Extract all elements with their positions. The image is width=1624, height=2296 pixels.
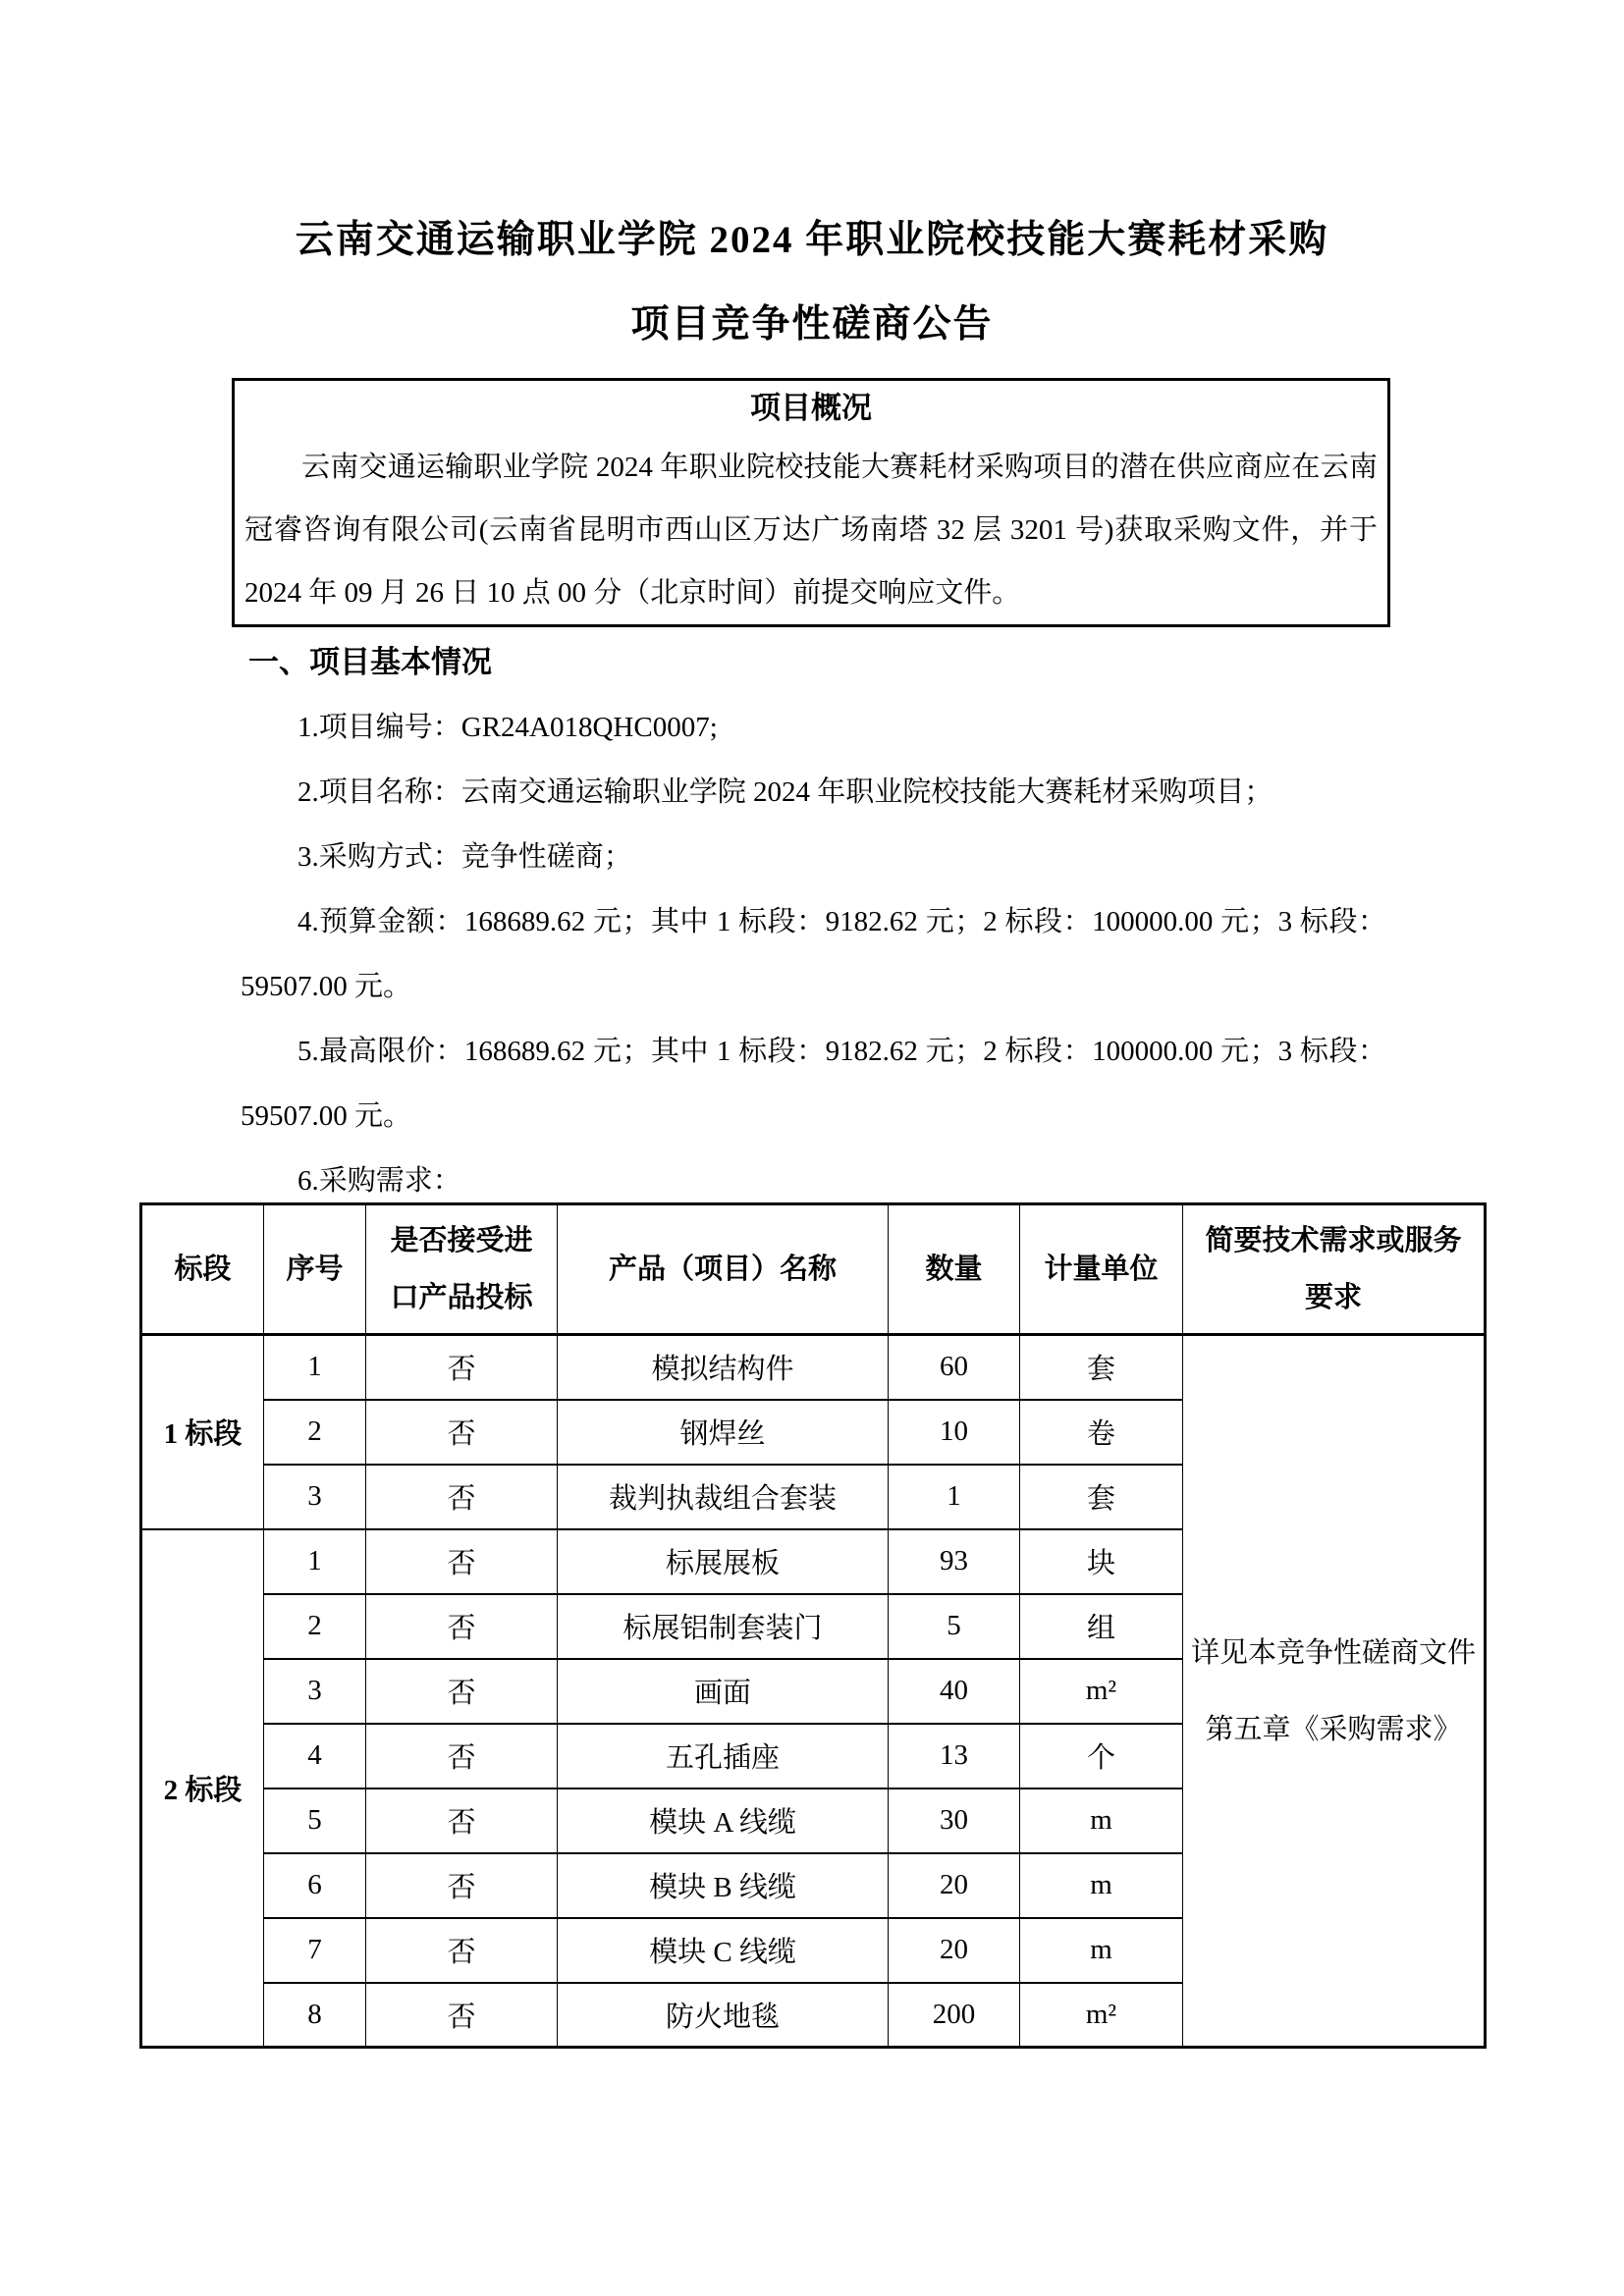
product-name-cell: 模块 C 线缆 xyxy=(558,1918,889,1983)
quantity-cell: 5 xyxy=(889,1594,1020,1659)
quantity-cell: 30 xyxy=(889,1789,1020,1853)
table-header-row xyxy=(141,1204,1486,1335)
product-name-cell: 标展铝制套装门 xyxy=(558,1594,889,1659)
product-name-cell: 标展展板 xyxy=(558,1529,889,1594)
procurement-demand-table xyxy=(139,1202,1487,2049)
quantity-cell: 13 xyxy=(889,1724,1020,1789)
serial-number-cell: 6 xyxy=(264,1853,366,1918)
quantity-cell: 1 xyxy=(889,1465,1020,1529)
import-accepted-cell: 否 xyxy=(366,1724,558,1789)
product-name-cell: 裁判执裁组合套装 xyxy=(558,1465,889,1529)
import-accepted-cell: 否 xyxy=(366,1335,558,1400)
document-title xyxy=(0,198,1624,367)
lot-name-cell: 2 标段 xyxy=(141,1529,264,2048)
serial-number-cell: 1 xyxy=(264,1335,366,1400)
unit-cell: m xyxy=(1020,1918,1183,1983)
quantity-cell: 20 xyxy=(889,1918,1020,1983)
requirement-note-cell: 详见本竞争性磋商文件第五章《采购需求》 xyxy=(1183,1335,1486,2048)
unit-cell: m² xyxy=(1020,1659,1183,1724)
serial-number-cell: 1 xyxy=(264,1529,366,1594)
quantity-cell: 200 xyxy=(889,1983,1020,2048)
serial-number-cell: 8 xyxy=(264,1983,366,2048)
header-requirement: 简要技术需求或服务要求 xyxy=(1183,1204,1486,1335)
list-item-procurement-demand: 6.采购需求： xyxy=(298,1165,461,1197)
quantity-cell: 60 xyxy=(889,1335,1020,1400)
header-unit: 计量单位 xyxy=(1020,1204,1183,1335)
table-row xyxy=(141,1335,1486,1400)
import-accepted-cell: 否 xyxy=(366,1659,558,1724)
serial-number-cell: 4 xyxy=(264,1724,366,1789)
product-name-cell: 画面 xyxy=(558,1659,889,1724)
product-name-cell: 模块 A 线缆 xyxy=(558,1789,889,1853)
import-accepted-cell: 否 xyxy=(366,1853,558,1918)
list-item-procurement-method: 3.采购方式：竞争性磋商； xyxy=(298,841,632,873)
product-name-cell: 模块 B 线缆 xyxy=(558,1853,889,1918)
header-lot: 标段 xyxy=(141,1204,264,1335)
quantity-cell: 40 xyxy=(889,1659,1020,1724)
list-item-max-price: 5.最高限价：168689.62 元；其中 1 标段：9182.62 元；2 标段：100000.00 元；3 标段：59507.00 元。 xyxy=(241,1036,1386,1132)
unit-cell: m xyxy=(1020,1789,1183,1853)
document-title-line1: 云南交通运输职业学院 2024 年职业院校技能大赛耗材采购 xyxy=(295,219,1329,261)
serial-number-cell: 2 xyxy=(264,1594,366,1659)
list-item-project-number: 1.项目编号：GR24A018QHC0007; xyxy=(298,712,718,743)
import-accepted-cell: 否 xyxy=(366,1789,558,1853)
list-item-budget-amount: 4.预算金额：168689.62 元；其中 1 标段：9182.62 元；2 标段：100000.00 元；3 标段：59507.00 元。 xyxy=(241,906,1386,1002)
product-name-cell: 防火地毯 xyxy=(558,1983,889,2048)
list-item-project-name: 2.项目名称：云南交通运输职业学院 2024 年职业院校技能大赛耗材采购项目； xyxy=(298,776,1273,808)
unit-cell: m² xyxy=(1020,1983,1183,2048)
project-overview-box xyxy=(232,378,1390,627)
import-accepted-cell: 否 xyxy=(366,1400,558,1465)
quantity-cell: 10 xyxy=(889,1400,1020,1465)
product-name-cell: 钢焊丝 xyxy=(558,1400,889,1465)
overview-paragraph: 云南交通运输职业学院 2024 年职业院校技能大赛耗材采购项目的潜在供应商应在云南冠睿咨询有限公司(云南省昆明市西山区万达广场南塔 32 层 3201 号)获取采购文件，并于 2024 年 09 月 26 日 10 点 00 分（北京时间）前提交响应文件。 xyxy=(244,452,1378,609)
unit-cell: 卷 xyxy=(1020,1400,1183,1465)
product-name-cell: 模拟结构件 xyxy=(558,1335,889,1400)
unit-cell: 套 xyxy=(1020,1465,1183,1529)
header-product-name: 产品（项目）名称 xyxy=(558,1204,889,1335)
serial-number-cell: 7 xyxy=(264,1918,366,1983)
unit-cell: m xyxy=(1020,1853,1183,1918)
unit-cell: 套 xyxy=(1020,1335,1183,1400)
section-one-heading: 一、项目基本情况 xyxy=(248,645,492,679)
serial-number-cell: 5 xyxy=(264,1789,366,1853)
import-accepted-cell: 否 xyxy=(366,1465,558,1529)
quantity-cell: 93 xyxy=(889,1529,1020,1594)
unit-cell: 组 xyxy=(1020,1594,1183,1659)
import-accepted-cell: 否 xyxy=(366,1983,558,2048)
unit-cell: 个 xyxy=(1020,1724,1183,1789)
serial-number-cell: 3 xyxy=(264,1465,366,1529)
document-title-line2: 项目竞争性磋商公告 xyxy=(630,303,994,346)
header-quantity: 数量 xyxy=(889,1204,1020,1335)
import-accepted-cell: 否 xyxy=(366,1918,558,1983)
project-info-list xyxy=(241,695,1386,1213)
overview-heading: 项目概况 xyxy=(750,391,872,425)
procurement-table-body xyxy=(141,1335,1486,2048)
serial-number-cell: 3 xyxy=(264,1659,366,1724)
unit-cell: 块 xyxy=(1020,1529,1183,1594)
import-accepted-cell: 否 xyxy=(366,1529,558,1594)
header-import-accepted: 是否接受进口产品投标 xyxy=(366,1204,558,1335)
header-serial: 序号 xyxy=(264,1204,366,1335)
quantity-cell: 20 xyxy=(889,1853,1020,1918)
product-name-cell: 五孔插座 xyxy=(558,1724,889,1789)
lot-name-cell: 1 标段 xyxy=(141,1335,264,1529)
import-accepted-cell: 否 xyxy=(366,1594,558,1659)
serial-number-cell: 2 xyxy=(264,1400,366,1465)
